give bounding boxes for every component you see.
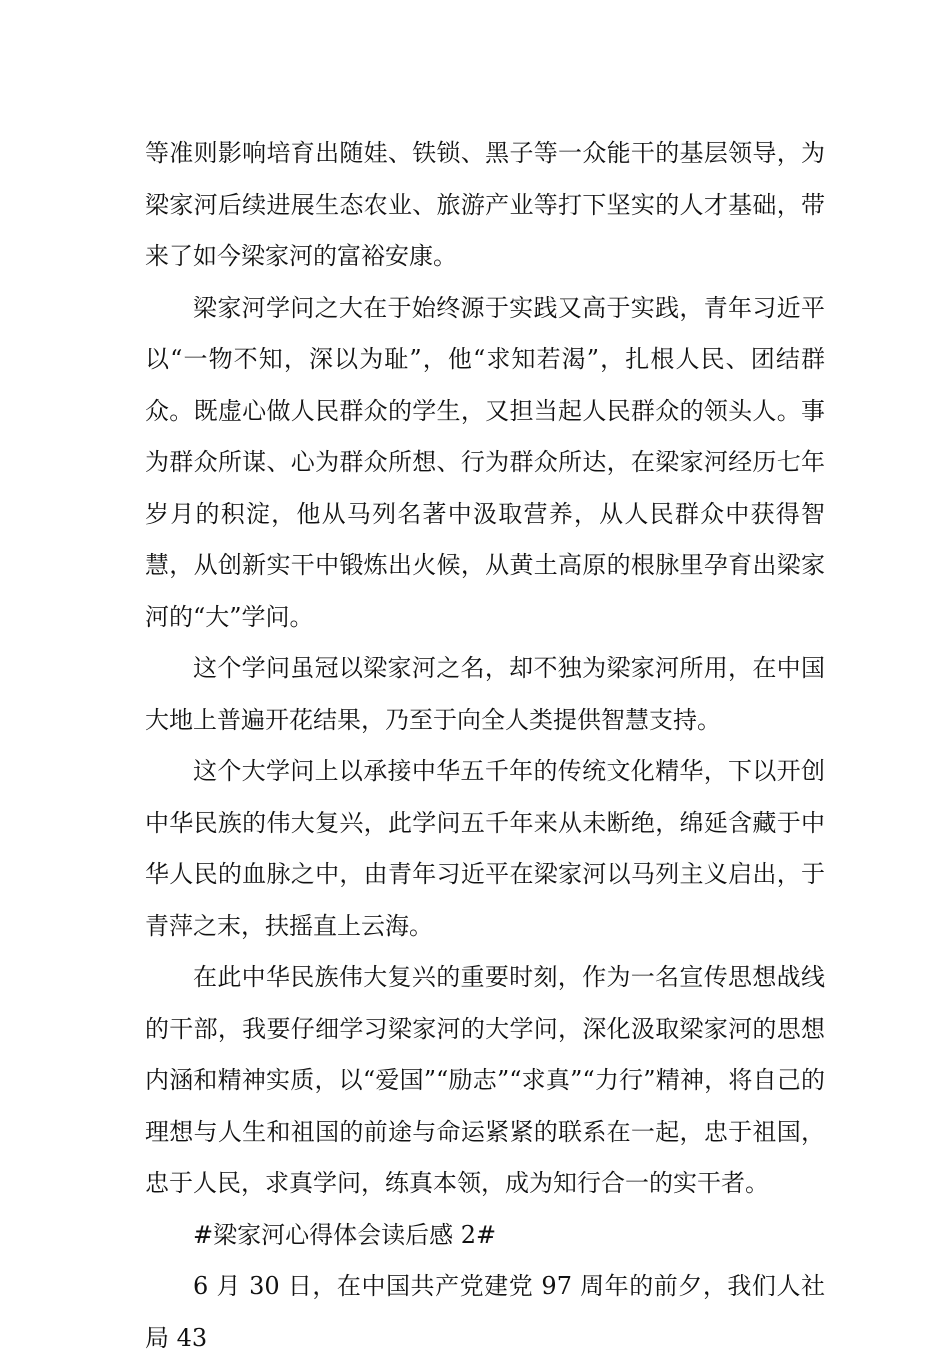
section-heading: #梁家河心得体会读后感 2# bbox=[193, 1220, 497, 1249]
paragraph-5: 在此中华民族伟大复兴的重要时刻，作为一名宣传思想战线的干部，我要仔细学习梁家河的大学问，深化汲取梁家河的思想内涵和精神实质，以“爱国”“励志”“求真”“力行”精神，将自己的理想与人生和祖国的前途与命运紧紧的联系在一起，忠于祖国，忠于人民，求真学问，练真本领，成为知行合一的实干者。 bbox=[145, 963, 825, 1197]
paragraph-1: 等准则影响培育出随娃、铁锁、黑子等一众能干的基层领导，为梁家河后续进展生态农业、旅游产业等打下坚实的人才基础，带来了如今梁家河的富裕安康。 bbox=[145, 139, 825, 270]
paragraph-4: 这个大学问上以承接中华五千年的传统文化精华，下以开创中华民族的伟大复兴，此学问五千年来从未断绝，绵延含藏于中华人民的血脉之中，由青年习近平在梁家河以马列主义启出，于青萍之末，扶摇直上云海。 bbox=[145, 757, 825, 940]
paragraph-2: 梁家河学问之大在于始终源于实践又高于实践，青年习近平以“一物不知，深以为耻”，他“求知若渴”，扎根人民、团结群众。既虚心做人民群众的学生，又担当起人民群众的领头人。事为群众所谋、心为群众所想、行为群众所达，在梁家河经历七年岁月的积淀，他从马列名著中汲取营养，从人民群众中获得智慧，从创新实干中锻炼出火候，从黄土高原的根脉里孕育出梁家河的“大”学问。 bbox=[145, 293, 825, 631]
paragraph-3: 这个学问虽冠以梁家河之名，却不独为梁家河所用，在中国大地上普遍开花结果，乃至于向全人类提供智慧支持。 bbox=[145, 654, 825, 734]
paragraph-6: 6 月 30 日，在中国共产党建党 97 周年的前夕，我们人社局 43 bbox=[145, 1272, 825, 1352]
document-body bbox=[145, 128, 825, 1364]
